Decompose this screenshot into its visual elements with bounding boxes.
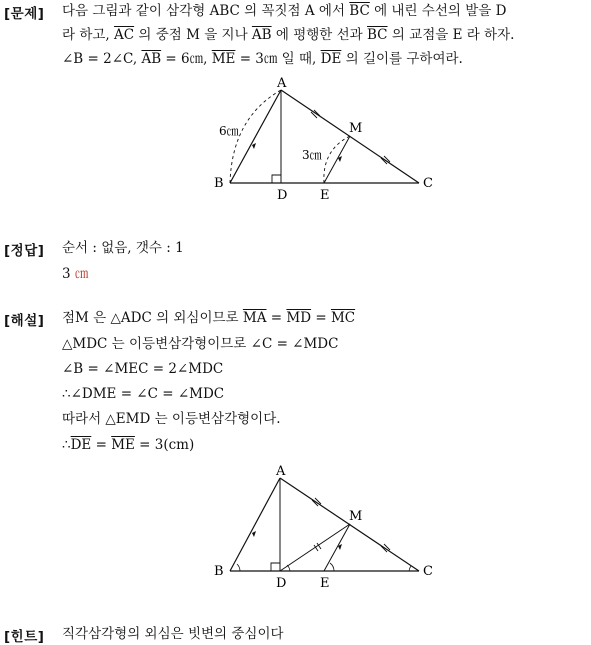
label-m-2: M bbox=[349, 509, 363, 524]
angle-mark-c bbox=[409, 566, 411, 571]
answer-line-1: 순서 : 없음, 갯수 : 1 bbox=[62, 240, 184, 256]
answer-line-2 bbox=[62, 264, 88, 284]
angle-mark-d bbox=[287, 565, 290, 571]
problem-line-1: 다음 그림과 같이 삼각형 ABC 의 꼭짓점 A 에서 $\overline{BC}$ 에 내린 수선의 발을 D bbox=[62, 3, 507, 19]
angle-mark-b bbox=[237, 564, 240, 571]
hint-tag: [힌트] bbox=[4, 629, 45, 645]
solution-line-6: $\therefore\overline{DE} = \overline{ME} = 3(cm)$ bbox=[62, 437, 195, 453]
right-angle-mark bbox=[272, 175, 281, 183]
problem-line-2: 라 하고, $\overline{AC}$ 의 중점 M 을 지나 $\overline{AB}$ 에 평행한 선과 $\overline{BC}$ 의 교점을 E 라 하자. bbox=[62, 27, 515, 43]
solution-line-2: △MDC 는 이등변삼각형이므로 ∠C = ∠MDC bbox=[62, 336, 339, 352]
angle-mark-e bbox=[330, 563, 334, 571]
label-a-2: A bbox=[276, 464, 286, 479]
length-ab: 6㎝ bbox=[219, 124, 239, 138]
label-b-2: B bbox=[214, 564, 224, 579]
label-d-2: D bbox=[276, 576, 287, 591]
label-m: M bbox=[349, 121, 363, 136]
label-e-2: E bbox=[320, 576, 330, 591]
right-angle-mark-2 bbox=[271, 563, 280, 571]
label-a: A bbox=[277, 76, 287, 91]
length-me: 3㎝ bbox=[302, 148, 322, 162]
problem-line-3: ∠B = 2∠C, $\overline{AB}$ = 6㎝, $\overline{ME}$ = 3㎝ 일 때, $\overline{DE}$ 의 길이를 구하여라. bbox=[62, 51, 463, 67]
triangle-figure-1 bbox=[205, 74, 445, 209]
solution-line-3: ∠B = ∠MEC = 2∠MDC bbox=[62, 361, 224, 377]
solution-line-1: 점M 은 △ADC 의 외심이므로 $\overline{MA} = \overline{MD} = \overline{MC}$ bbox=[62, 310, 356, 326]
segment-me-2 bbox=[324, 524, 350, 571]
triangle-figure-2 bbox=[205, 460, 445, 595]
solution-tag: [해설] bbox=[4, 313, 45, 329]
answer-value: 3 bbox=[62, 266, 71, 282]
solution-line-4: ∴∠DME = ∠C = ∠MDC bbox=[62, 386, 225, 402]
arrow-ab bbox=[252, 143, 256, 149]
label-b: B bbox=[214, 176, 224, 191]
problem-tag: [문제] bbox=[4, 6, 45, 22]
side-ab-2 bbox=[230, 478, 280, 571]
label-c-2: C bbox=[423, 564, 433, 579]
answer-unit: ㎝ bbox=[74, 266, 89, 282]
hint-text: 직각삼각형의 외심은 빗변의 중심이다 bbox=[62, 626, 284, 642]
label-e: E bbox=[320, 188, 330, 203]
segment-me bbox=[324, 136, 350, 183]
label-d: D bbox=[277, 188, 288, 203]
answer-tag: [정답] bbox=[4, 243, 45, 259]
label-c: C bbox=[423, 176, 433, 191]
solution-line-5: 따라서 △EMD 는 이등변삼각형이다. bbox=[62, 411, 281, 427]
arrow-ab-2 bbox=[252, 531, 256, 537]
